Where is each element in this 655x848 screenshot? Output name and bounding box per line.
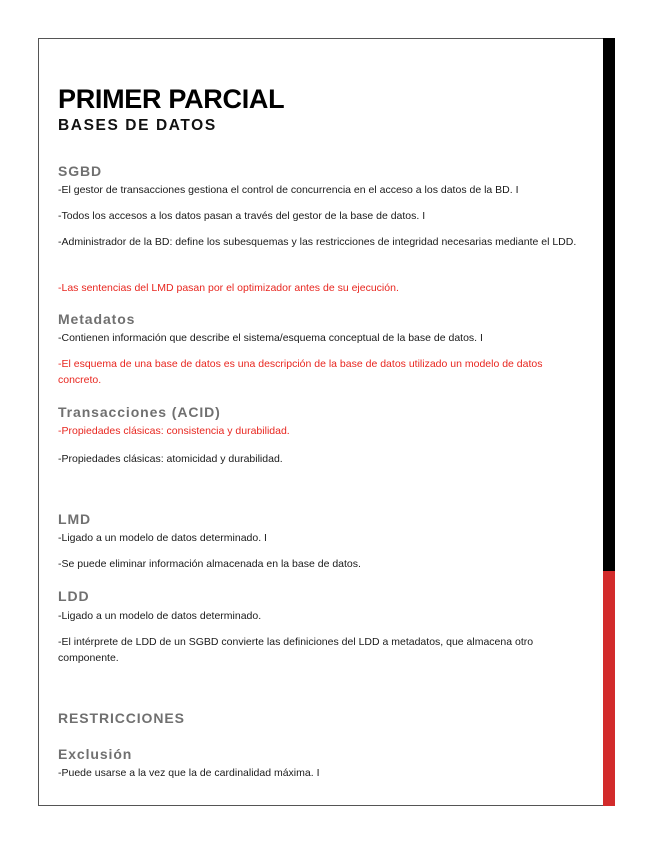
list-item: -Contienen información que describe el sistema/esquema conceptual de la base de datos. I: [58, 332, 483, 344]
list-item: -Puede usarse a la vez que la de cardinalidad máxima. I: [58, 767, 320, 779]
side-accent-bar-black: [603, 38, 615, 571]
section-heading-ldd: LDD: [58, 588, 90, 604]
page-subtitle: BASES DE DATOS: [58, 117, 217, 134]
list-item: -Administrador de la BD: define los subesquemas y las restricciones de integridad necesarias mediante el LDD.: [58, 236, 577, 248]
list-item: -El gestor de transacciones gestiona el control de concurrencia en el acceso a los datos de la BD. I: [58, 184, 519, 196]
section-heading-metadatos: Metadatos: [58, 311, 136, 327]
list-item: -Se puede eliminar información almacenada en la base de datos.: [58, 558, 361, 570]
list-item: -Las sentencias del LMD pasan por el optimizador antes de su ejecución.: [58, 282, 399, 294]
list-item: -Propiedades clásicas: consistencia y durabilidad.: [58, 425, 290, 437]
list-item: -El intérprete de LDD de un SGBD convierte las definiciones del LDD a metadatos, que almacena otro componente.: [58, 636, 534, 664]
list-item: -El esquema de una base de datos es una descripción de la base de datos utilizado un modelo de datos concreto.: [58, 358, 543, 386]
section-heading-restricciones: RESTRICCIONES: [58, 710, 185, 726]
list-item: -Todos los accesos a los datos pasan a través del gestor de la base de datos. I: [58, 210, 426, 222]
section-heading-exclusion: Exclusión: [58, 746, 133, 762]
list-item: -Ligado a un modelo de datos determinado.: [58, 610, 262, 622]
section-heading-lmd: LMD: [58, 511, 92, 527]
document-page: [38, 38, 615, 806]
list-item: -Ligado a un modelo de datos determinado. I: [58, 532, 267, 544]
side-accent-bar-red: [603, 571, 615, 806]
section-heading-sgbd: SGBD: [58, 163, 103, 179]
page-title: PRIMER PARCIAL: [58, 84, 285, 114]
list-item: -Propiedades clásicas: atomicidad y durabilidad.: [58, 453, 283, 465]
section-heading-transacciones: Transacciones (ACID): [58, 404, 221, 420]
